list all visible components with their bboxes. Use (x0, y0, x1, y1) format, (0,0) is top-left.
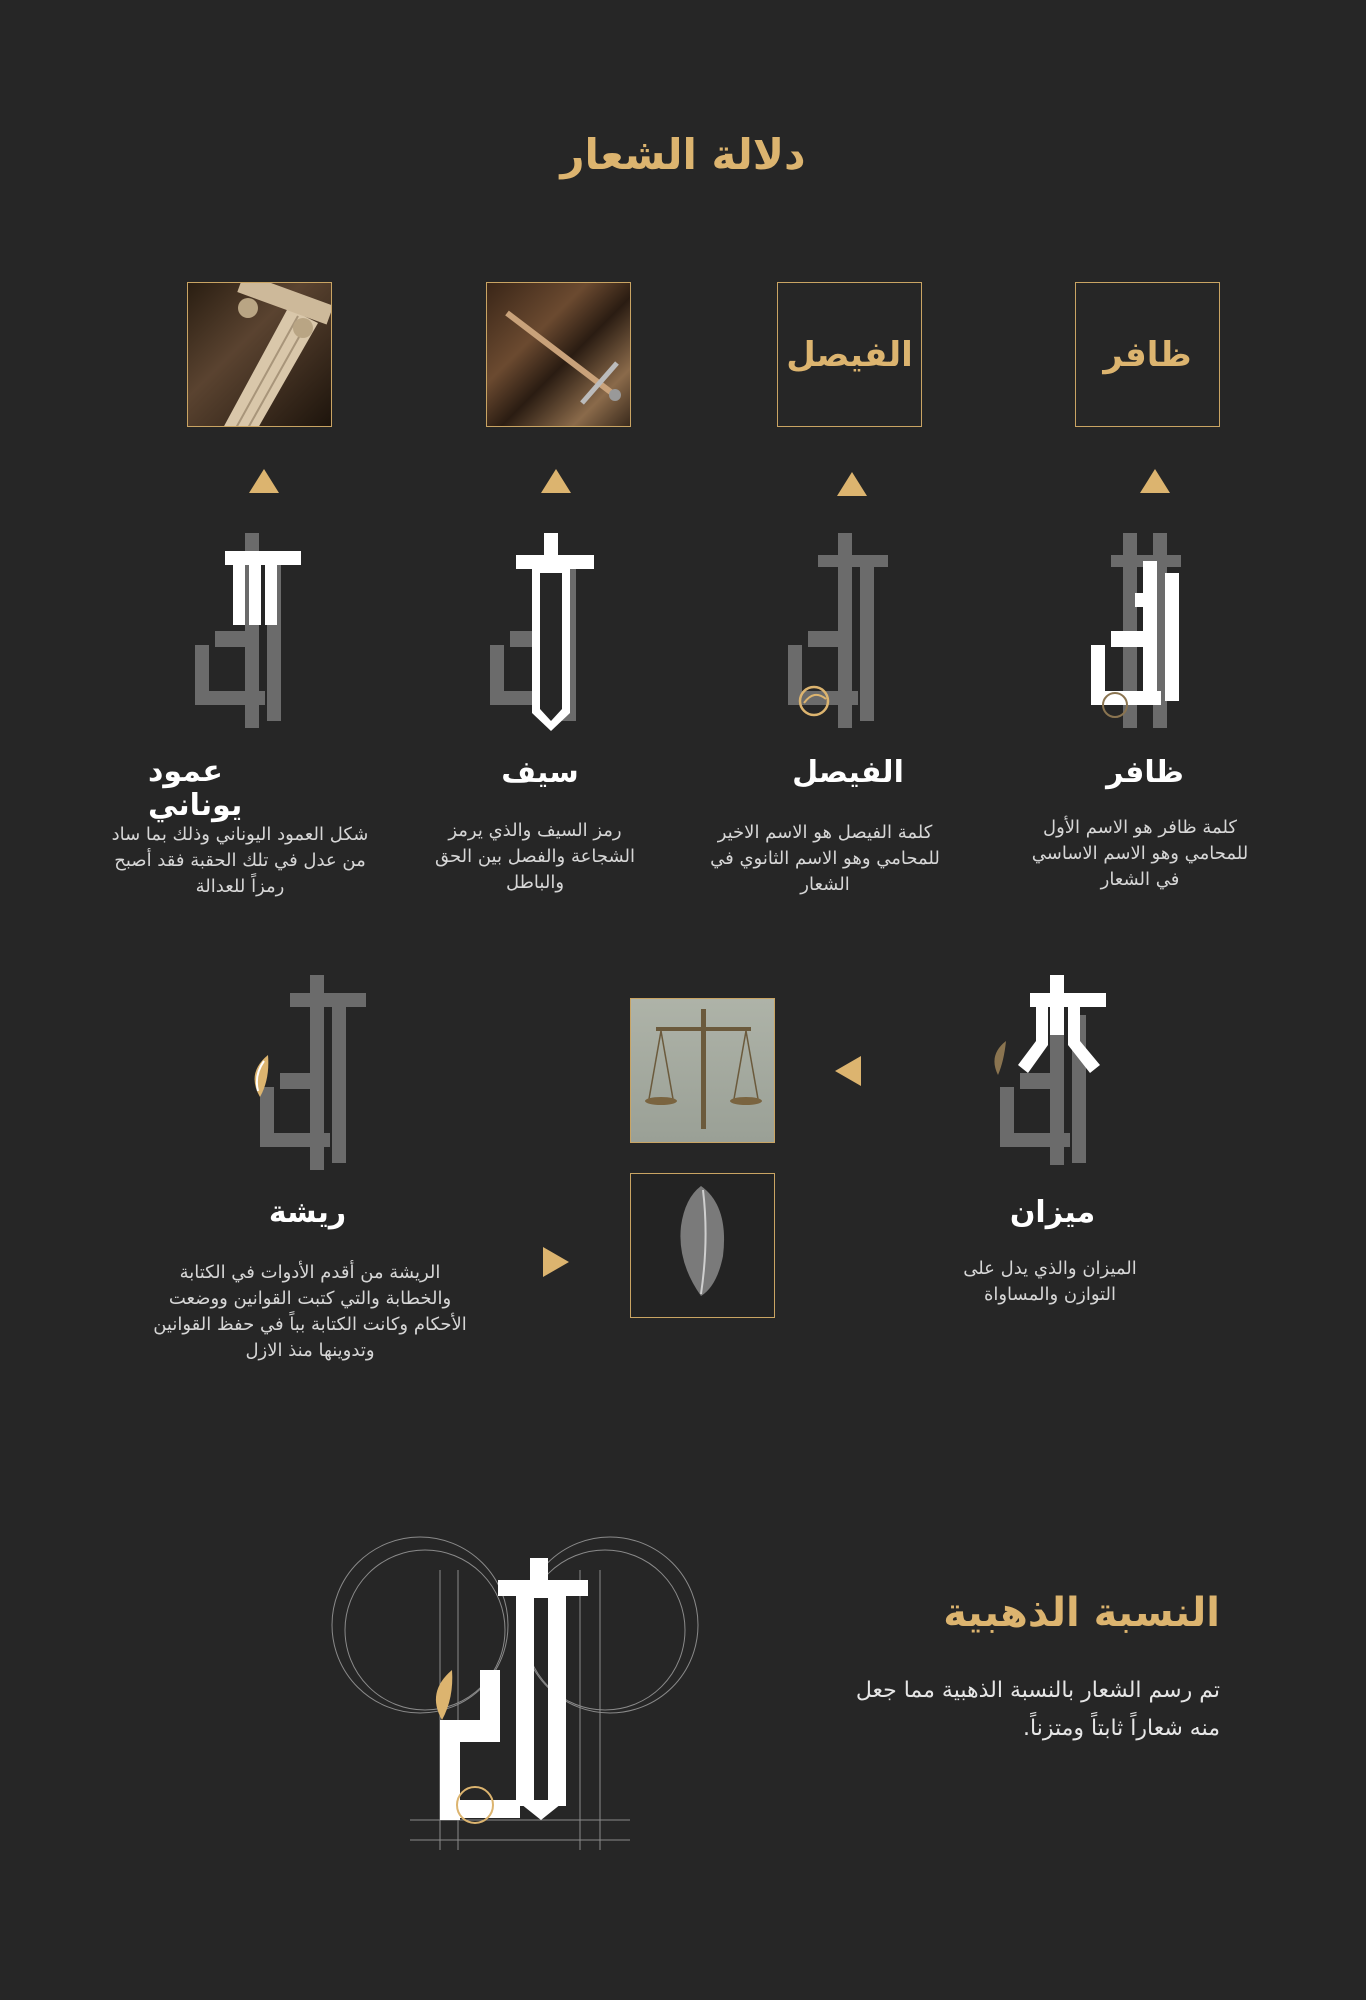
desc-column: شكل العمود اليوناني وذلك بما ساد من عدل في تلك الحقبة فقد أصبح رمزاً للعدالة (111, 824, 369, 897)
logo-icon (250, 975, 370, 1175)
greek-column-icon (188, 283, 332, 427)
column-image (187, 282, 332, 427)
desc-scale: الميزان والذي يدل على التوازن والمساواة (963, 1258, 1137, 1305)
logo-icon (480, 533, 600, 733)
logo-icon (185, 533, 305, 733)
arrow-up-icon (541, 469, 571, 493)
heading-alfaisal: الفيصل (792, 755, 904, 790)
golden-ratio-description: تم رسم الشعار بالنسبة الذهبية مما جعل منه شعاراً ثابتاً ومتزناً. (855, 1678, 1220, 1741)
box-name-zafer (1075, 282, 1220, 427)
arrow-left-icon (835, 1056, 861, 1086)
page-title: دلالة الشعار (560, 130, 806, 179)
arrow-up-icon (837, 472, 867, 496)
logo-feather-highlight (250, 975, 370, 1175)
heading-sword: سيف (501, 755, 579, 790)
heading-zafer: ظافر (1106, 755, 1184, 790)
desc-alfaisal: كلمة الفيصل هو الاسم الاخير للمحامي وهو الاسم الثانوي في الشعار (710, 822, 940, 895)
box-name-alfaisal (777, 282, 922, 427)
desc-zafer: كلمة ظافر هو الاسم الأول للمحامي وهو الاسم الاساسي في الشعار (1031, 817, 1249, 890)
arrow-right-icon (543, 1247, 569, 1277)
desc-feather: الريشة من أقدم الأدوات في الكتابة والخطابة والتي كتبت القوانين ووضعت الأحكام وكانت الكتابة بباً في حفظ القوانين وتدوينها منذ الازل (153, 1262, 467, 1361)
golden-ratio-logo-icon (330, 1520, 720, 1860)
heading-feather: ريشة (268, 1195, 347, 1230)
golden-ratio-logo (330, 1520, 720, 1860)
sword-icon (487, 283, 631, 427)
sword-image (486, 282, 631, 427)
box-word-alfaisal: الفيصل (786, 334, 913, 375)
box-word-zafer: ظافر (1103, 334, 1192, 375)
heading-scale: ميزان (1009, 1195, 1096, 1230)
scale-image (630, 998, 775, 1143)
logo-sword-highlight (480, 533, 600, 733)
arrow-up-icon (249, 469, 279, 493)
logo-icon (1083, 533, 1203, 733)
desc-sword: رمز السيف والذي يرمز الشجاعة والفصل بين الحق والباطل (435, 820, 635, 893)
logo-scale-highlight (990, 975, 1110, 1175)
logo-zafer-highlight (1083, 533, 1203, 733)
golden-ratio-title: النسبة الذهبية (943, 1590, 1220, 1636)
scale-icon (631, 999, 775, 1143)
feather-image (630, 1173, 775, 1318)
logo-column-highlight (185, 533, 305, 733)
logo-icon (778, 533, 898, 733)
heading-column: عمود يوناني (148, 754, 243, 823)
feather-icon (631, 1174, 775, 1318)
logo-alfaisal-highlight (778, 533, 898, 733)
arrow-up-icon (1140, 469, 1170, 493)
logo-icon (990, 975, 1110, 1175)
